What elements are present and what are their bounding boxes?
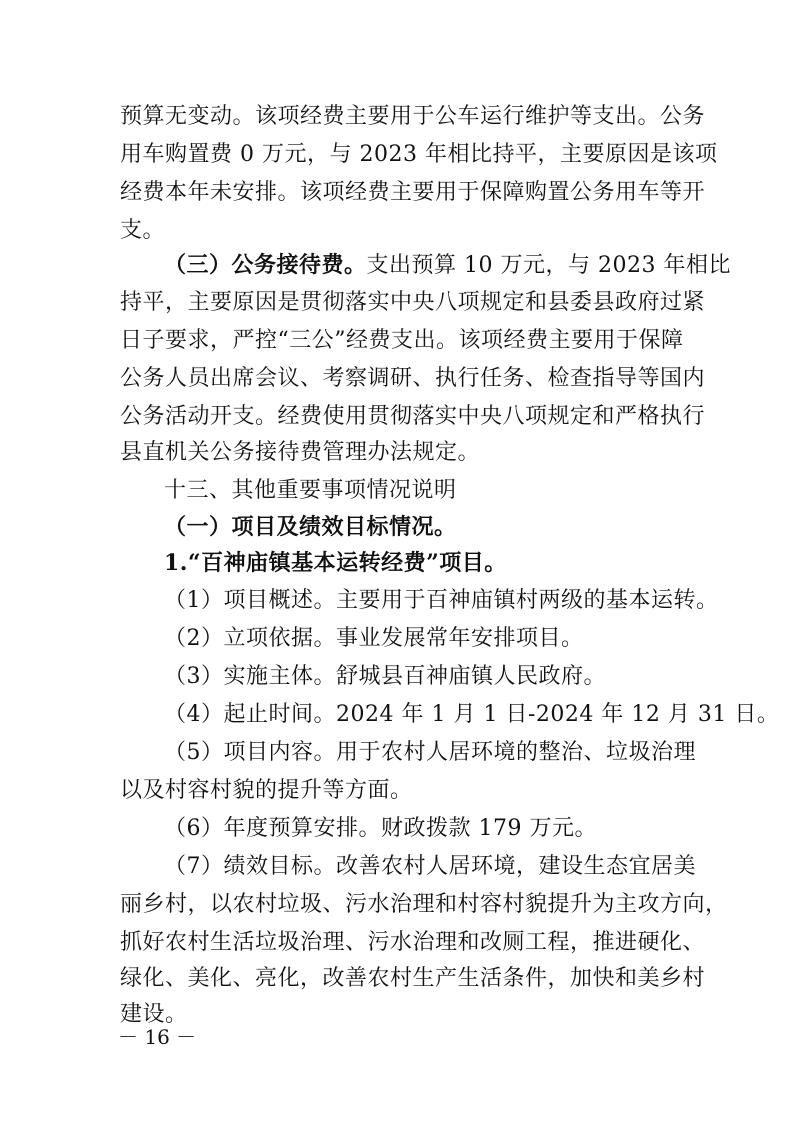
page-number: － 16 － [118, 1025, 197, 1049]
paragraph-line: 日子要求，严控“三公”经费支出。该项经费主要用于保障 [120, 328, 684, 353]
item-line: （3）实施主体。舒城县百神庙镇人民政府。 [164, 664, 606, 689]
item-line: （2）立项依据。事业发展常年安排项目。 [164, 626, 584, 651]
paragraph-line: 持平，主要原因是贯彻落实中央八项规定和县委县政府过紧 [120, 290, 706, 315]
item-line: （4）起止时间。2024 年 1 月 1 日-2024 年 12 月 31 日。 [164, 702, 780, 727]
item-line: （7）绩效目标。改善农村人居环境，建设生态宜居美 [164, 854, 696, 879]
item-line: （1）项目概述。主要用于百神庙镇村两级的基本运转。 [164, 588, 719, 613]
item-line: 绿化、美化、亮化，改善农村生产生活条件，加快和美乡村 [120, 966, 706, 991]
project-title: 1.“百神庙镇基本运转经费”项目。 [164, 550, 507, 576]
subsection-heading: （一）项目及绩效目标情况。 [164, 514, 457, 540]
item-line: （6）年度预算安排。财政拨款 179 万元。 [164, 816, 597, 841]
item-line: 丽乡村，以农村垃圾、污水治理和村容村貌提升为主攻方向， [120, 892, 728, 917]
item-line: （5）项目内容。用于农村人居环境的整治、垃圾治理 [164, 740, 696, 765]
paragraph-line: 用车购置费 0 万元，与 2023 年相比持平，主要原因是该项 [120, 142, 718, 167]
paragraph-line: 预算无变动。该项经费主要用于公车运行维护等支出。公务 [120, 104, 706, 129]
reception-fee-text: 支出预算 10 万元，与 2023 年相比 [366, 253, 731, 278]
paragraph-line: 公务活动开支。经费使用贯彻落实中央八项规定和严格执行 [120, 404, 706, 429]
item-line: 抓好农村生活垃圾治理、污水治理和改厕工程，推进硬化、 [120, 930, 706, 955]
paragraph-line: 经费本年未安排。该项经费主要用于保障购置公务用车等开 [120, 180, 706, 205]
paragraph-line [164, 248, 731, 283]
reception-fee-heading: （三）公务接待费。 [164, 252, 367, 278]
section-heading: 十三、其他重要事项情况说明 [164, 478, 457, 503]
item-line: 建设。 [120, 1002, 188, 1027]
paragraph-line: 县直机关公务接待费管理办法规定。 [120, 440, 481, 465]
item-line: 以及村容村貌的提升等方面。 [120, 778, 413, 803]
paragraph-line: 公务人员出席会议、考察调研、执行任务、检查指导等国内 [120, 366, 706, 391]
paragraph-line: 支。 [120, 218, 166, 243]
